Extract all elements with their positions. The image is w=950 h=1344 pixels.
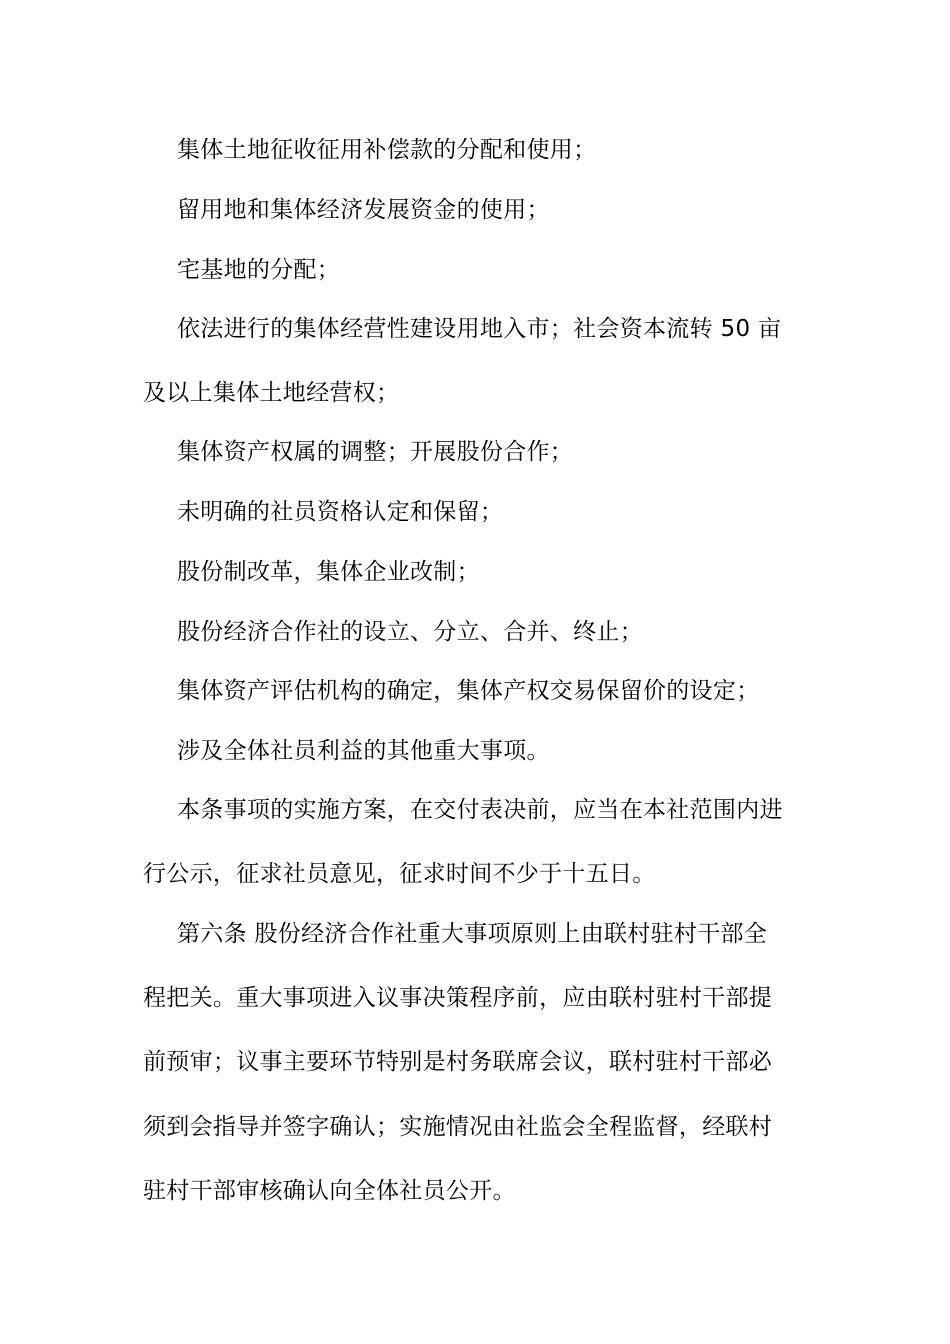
text-line: 宅基地的分配； bbox=[177, 257, 341, 283]
text-line: 留用地和集体经济发展资金的使用； bbox=[177, 197, 550, 223]
text-line: 集体资产评估机构的确定，集体产权交易保留价的设定； bbox=[177, 678, 760, 704]
text-line: 涉及全体社员利益的其他重大事项。 bbox=[177, 738, 550, 764]
text-line: 行公示，征求社员意见，征求时间不少于十五日。 bbox=[143, 861, 656, 887]
text-line: 驻村干部审核确认向全体社员公开。 bbox=[143, 1178, 516, 1204]
text-line: 程把关。重大事项进入议事决策程序前，应由联村驻村干部提 bbox=[143, 985, 773, 1011]
text-line: 股份经济合作社的设立、分立、合并、终止； bbox=[177, 619, 643, 645]
text-line: 前预审；议事主要环节特别是村务联席会议，联村驻村干部必 bbox=[143, 1049, 773, 1075]
text-line: 依法进行的集体经营性建设用地入市；社会资本流转 50 亩 bbox=[177, 316, 782, 342]
text-line: 集体资产权属的调整；开展股份合作； bbox=[177, 439, 574, 465]
text-line: 未明确的社员资格认定和保留； bbox=[177, 499, 504, 525]
text-line: 集体土地征收征用补偿款的分配和使用； bbox=[177, 137, 597, 163]
text-line: 第六条 股份经济合作社重大事项原则上由联村驻村干部全 bbox=[177, 921, 768, 947]
text-line: 本条事项的实施方案，在交付表决前，应当在本社范围内进 bbox=[177, 797, 783, 823]
text-line: 须到会指导并签字确认；实施情况由社监会全程监督，经联村 bbox=[143, 1114, 773, 1140]
text-line: 及以上集体土地经营权； bbox=[143, 380, 400, 406]
text-line: 股份制改革，集体企业改制； bbox=[177, 559, 480, 585]
